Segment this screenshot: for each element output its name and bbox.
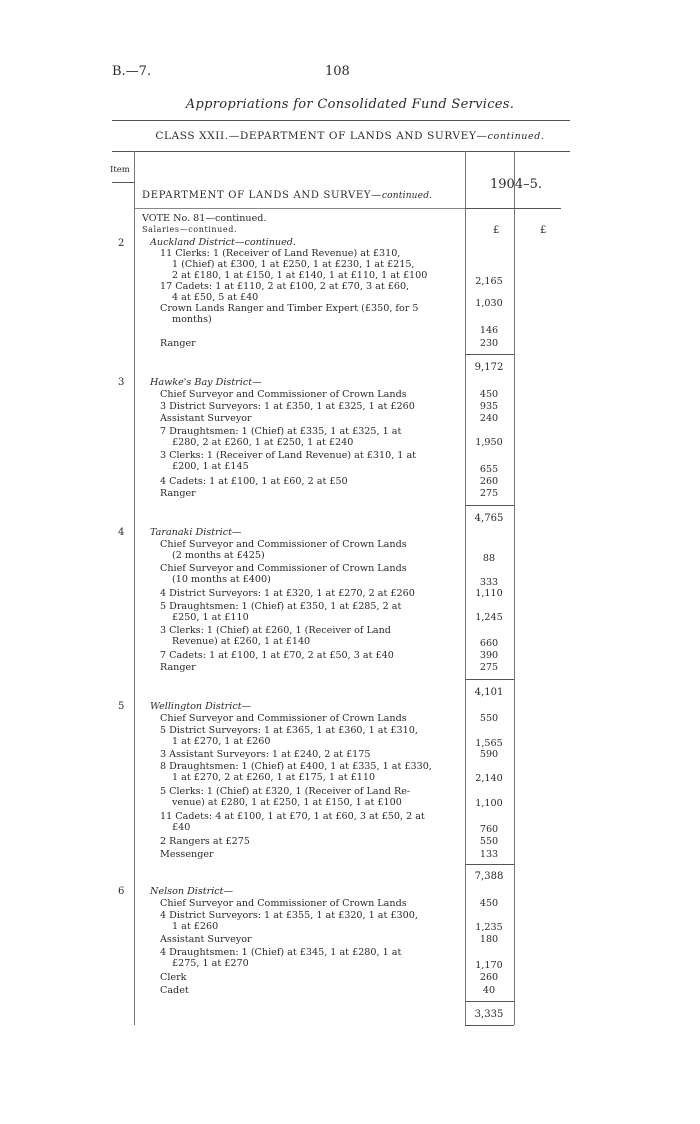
entry-line: Chief Surveyor and Commissioner of Crown Lands <box>160 563 407 574</box>
entry-line: Chief Surveyor and Commissioner of Crown Lands <box>160 898 407 909</box>
entry-line: 2 at £180, 1 at £150, 1 at £140, 1 at £110, 1 at £100 <box>172 270 428 281</box>
amount: 275 <box>479 662 499 673</box>
department-heading-main: DEPARTMENT OF LANDS AND SURVEY— <box>142 190 382 201</box>
bottom-rule <box>465 1025 514 1026</box>
department-heading-continued: continued. <box>381 191 433 201</box>
amount: 2,165 <box>475 276 503 287</box>
amount: 450 <box>479 389 499 400</box>
entry-line: 4 Cadets: 1 at £100, 1 at £60, 2 at £50 <box>160 476 348 487</box>
subtotal-rule <box>465 1001 514 1002</box>
district-heading: Nelson District— <box>150 886 234 897</box>
entry-line: 1 at £270, 2 at £260, 1 at £175, 1 at £110 <box>172 772 376 783</box>
amount: 660 <box>479 638 499 649</box>
entry-line: £40 <box>172 822 191 833</box>
subtotal-rule <box>465 505 514 506</box>
subtotal-rule <box>465 354 514 355</box>
item-total: 4,101 <box>474 687 504 698</box>
entry-line: 3 Clerks: 1 (Receiver of Land Revenue) at £310, 1 at <box>160 450 417 461</box>
entry-line: 3 Assistant Surveyors: 1 at £240, 2 at £175 <box>160 749 371 760</box>
amount: 333 <box>479 577 499 588</box>
item-number: 6 <box>118 886 125 897</box>
year-rule <box>465 208 561 209</box>
amount-column-line <box>465 151 466 1025</box>
item-total: 7,388 <box>474 871 504 882</box>
entry-line: 1 at £260 <box>172 921 219 932</box>
department-heading <box>142 190 432 201</box>
amount: 1,170 <box>475 960 503 971</box>
item-number: 5 <box>118 701 125 712</box>
entry-line: 2 Rangers at £275 <box>160 836 250 847</box>
entry-line: Ranger <box>160 662 196 673</box>
page-number: 108 <box>325 64 350 79</box>
district-heading: Wellington District— <box>150 701 252 712</box>
entry-line: 3 District Surveyors: 1 at £350, 1 at £325, 1 at £260 <box>160 401 415 412</box>
item-number: 4 <box>118 527 125 538</box>
class-heading-main: CLASS XXII.—DEPARTMENT OF LANDS AND SURVEY— <box>155 130 488 142</box>
item-column-heading: Item <box>110 165 130 175</box>
pound-sign-amount: £ <box>493 225 500 236</box>
salaries-line: Salaries—continued. <box>142 225 238 234</box>
entry-line: 8 Draughtsmen: 1 (Chief) at £400, 1 at £335, 1 at £330, <box>160 761 432 772</box>
year-heading: 1904–5. <box>490 177 542 192</box>
amount: 590 <box>479 749 499 760</box>
amount: 146 <box>479 325 499 336</box>
amount: 550 <box>479 713 499 724</box>
amount: 1,110 <box>475 588 503 599</box>
page-title: Appropriations for Consolidated Fund Services. <box>185 97 515 112</box>
amount: 1,100 <box>475 798 503 809</box>
entry-line: Chief Surveyor and Commissioner of Crown Lands <box>160 713 407 724</box>
amount: 935 <box>479 401 499 412</box>
document-reference: B.—7. <box>112 64 152 79</box>
amount: 40 <box>482 985 496 996</box>
entry-line: 5 District Surveyors: 1 at £365, 1 at £360, 1 at £310, <box>160 725 418 736</box>
amount: 450 <box>479 898 499 909</box>
entry-line: Messenger <box>160 849 214 860</box>
entry-line: 5 Clerks: 1 (Chief) at £320, 1 (Receiver of Land Re- <box>160 786 411 797</box>
title-rule <box>112 120 570 121</box>
district-heading: Hawke's Bay District— <box>150 377 262 388</box>
amount: 275 <box>479 488 499 499</box>
entry-line: Assistant Surveyor <box>160 934 252 945</box>
entry-line: (10 months at £400) <box>172 574 271 585</box>
item-total: 3,335 <box>474 1009 504 1020</box>
item-total: 9,172 <box>474 362 504 373</box>
entry-line: 11 Cadets: 4 at £100, 1 at £70, 1 at £60, 3 at £50, 2 at <box>160 811 425 822</box>
subtotal-rule <box>465 679 514 680</box>
entry-line: 7 Cadets: 1 at £100, 1 at £70, 2 at £50, 3 at £40 <box>160 650 394 661</box>
entry-line: Assistant Surveyor <box>160 413 252 424</box>
entry-line: Clerk <box>160 972 187 983</box>
entry-line: £275, 1 at £270 <box>172 958 249 969</box>
entry-line: 1 at £270, 1 at £260 <box>172 736 271 747</box>
entry-line: 1 (Chief) at £300, 1 at £250, 1 at £230, 1 at £215, <box>172 259 415 270</box>
entry-line: 17 Cadets: 1 at £110, 2 at £100, 2 at £70, 3 at £60, <box>160 281 410 292</box>
department-rule <box>134 208 465 209</box>
amount: 1,245 <box>475 612 503 623</box>
amount: 2,140 <box>475 773 503 784</box>
entry-line: £280, 2 at £260, 1 at £250, 1 at £240 <box>172 437 354 448</box>
amount: 1,950 <box>475 437 503 448</box>
entry-line: 4 District Surveyors: 1 at £320, 1 at £270, 2 at £260 <box>160 588 415 599</box>
vote-line: VOTE No. 81—continued. <box>142 213 267 224</box>
entry-line: £250, 1 at £110 <box>172 612 249 623</box>
entry-line: Chief Surveyor and Commissioner of Crown Lands <box>160 539 407 550</box>
entry-line: (2 months at £425) <box>172 550 265 561</box>
entry-line: 11 Clerks: 1 (Receiver of Land Revenue) at £310, <box>160 248 401 259</box>
amount: 230 <box>479 338 499 349</box>
class-heading <box>0 130 700 142</box>
entry-line: Cadet <box>160 985 189 996</box>
subtotal-rule <box>465 864 514 865</box>
amount: 760 <box>479 824 499 835</box>
item-number: 2 <box>118 238 125 249</box>
entry-line: Ranger <box>160 338 196 349</box>
entry-line: Ranger <box>160 488 196 499</box>
amount: 1,030 <box>475 298 503 309</box>
amount: 550 <box>479 836 499 847</box>
amount: 655 <box>479 464 499 475</box>
item-column-line <box>134 151 135 1025</box>
amount: 390 <box>479 650 499 661</box>
pound-sign-total: £ <box>540 225 547 236</box>
entry-line: Chief Surveyor and Commissioner of Crown Lands <box>160 389 407 400</box>
item-total: 4,765 <box>474 513 504 524</box>
district-heading: Taranaki District— <box>150 527 242 538</box>
entry-line: £200, 1 at £145 <box>172 461 249 472</box>
class-heading-continued: continued. <box>487 131 545 142</box>
item-heading-rule <box>112 182 134 183</box>
entry-line: months) <box>172 314 212 325</box>
entry-line: 4 at £50, 5 at £40 <box>172 292 259 303</box>
table-top-rule <box>112 151 570 152</box>
entry-line: 4 District Surveyors: 1 at £355, 1 at £320, 1 at £300, <box>160 910 418 921</box>
entry-line: venue) at £280, 1 at £250, 1 at £150, 1 at £100 <box>172 797 402 808</box>
amount: 260 <box>479 972 499 983</box>
entry-line: Revenue) at £260, 1 at £140 <box>172 636 311 647</box>
amount: 260 <box>479 476 499 487</box>
amount: 133 <box>479 849 499 860</box>
entry-line: 7 Draughtsmen: 1 (Chief) at £335, 1 at £325, 1 at <box>160 426 402 437</box>
amount: 1,565 <box>475 738 503 749</box>
amount: 1,235 <box>475 922 503 933</box>
entry-line: 4 Draughtsmen: 1 (Chief) at £345, 1 at £280, 1 at <box>160 947 402 958</box>
total-column-line <box>514 151 515 1025</box>
amount: 88 <box>482 553 496 564</box>
district-heading: Auckland District—continued. <box>150 237 296 248</box>
entry-line: 5 Draughtsmen: 1 (Chief) at £350, 1 at £285, 2 at <box>160 601 402 612</box>
amount: 180 <box>479 934 499 945</box>
amount: 240 <box>479 413 499 424</box>
item-number: 3 <box>118 377 125 388</box>
entry-line: 3 Clerks: 1 (Chief) at £260, 1 (Receiver of Land <box>160 625 391 636</box>
entry-line: Crown Lands Ranger and Timber Expert (£350, for 5 <box>160 303 419 314</box>
